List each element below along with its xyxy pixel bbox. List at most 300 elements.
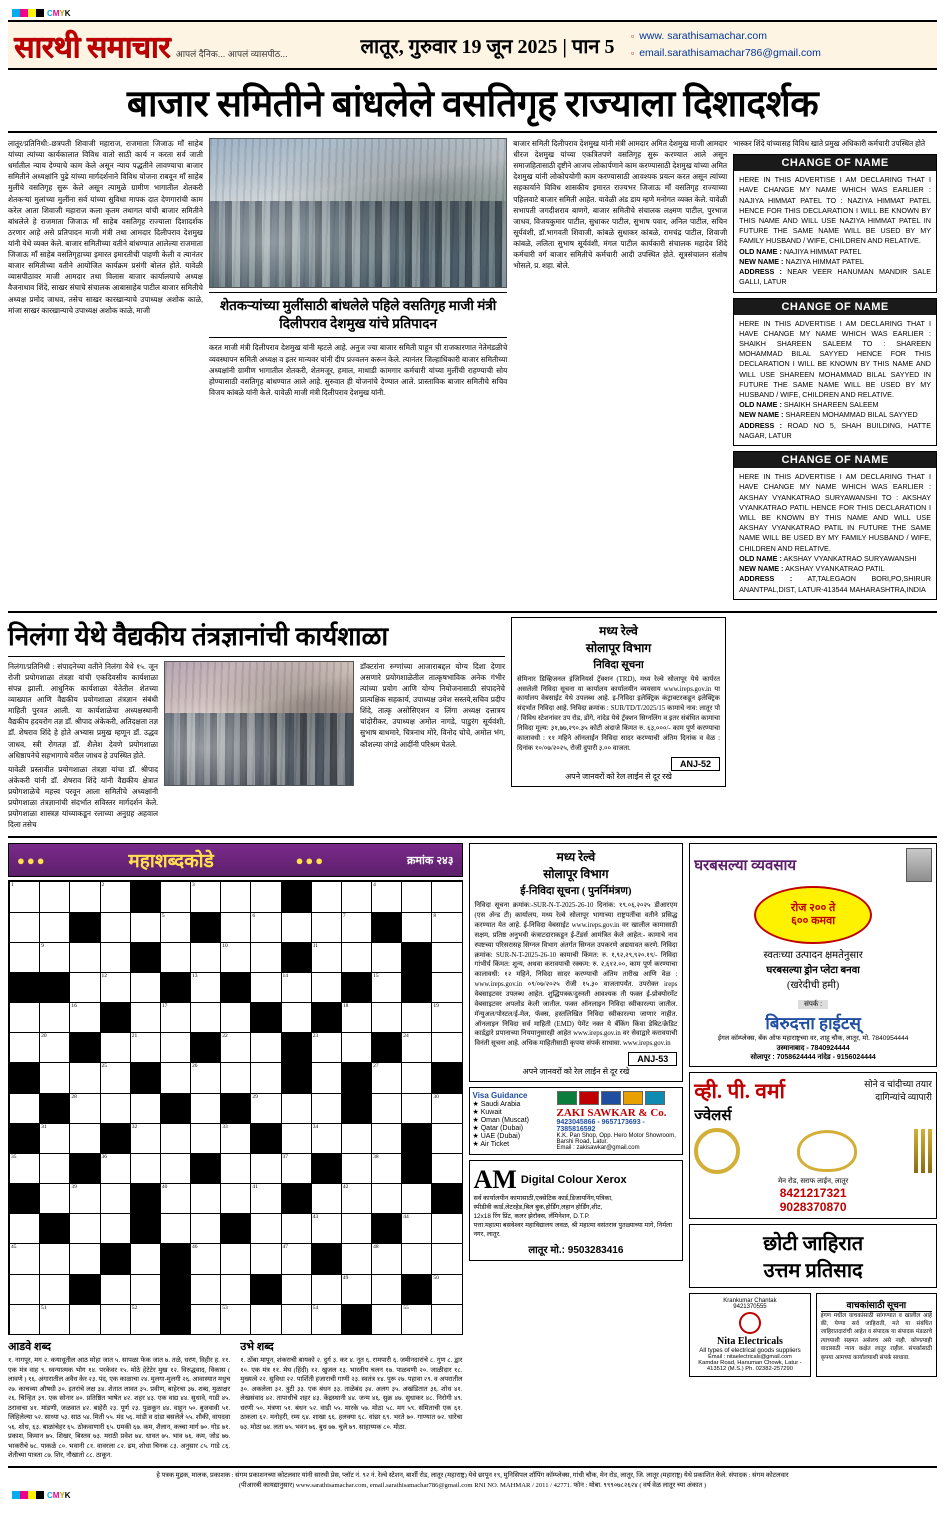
crossword-block [161, 973, 191, 1003]
new-name-label: NEW NAME : [739, 564, 784, 574]
crossword-cell[interactable] [342, 1124, 372, 1154]
crossword-cell[interactable] [372, 973, 402, 1003]
crossword-cell[interactable] [312, 943, 342, 973]
jeweller-desc-2: दागिन्यांचे व्यापारी [875, 1091, 932, 1102]
crossword-cell[interactable] [101, 1275, 131, 1305]
crossword-cell[interactable] [251, 1063, 281, 1093]
crossword-cell-number: 37 [282, 1153, 289, 1160]
ad-declaration-text: HERE IN THIS ADVERTISE I AM DECLARING THAT I HAVE CHANGE MY NAME WHICH WAS EARLIER : NAJIYA HIMMAT PATEL TO : NAZIYA HIMMAT PATEL HENCE FOR THIS DECLARATION I WILL BE KNOWN BY THIS NAME AND WILL USE NAZIYA HIMMAT PATEL IN FUTURE THE SAME NAME WILL BE USED BY MY FAMILY HUSBAND / WIFE, CHILDREN AND RELATIVE. [739, 175, 931, 246]
safety-slogan: अपने जानवरों को रेल लाईन से दूर रखे [565, 771, 672, 781]
email-link[interactable]: email.sarathisamachar786@gmail.com [639, 47, 821, 59]
crossword-cell[interactable] [221, 1244, 251, 1274]
railway-tender-1 [511, 617, 726, 831]
cyan-swatch [12, 9, 20, 17]
earnings-line-1: रोज २०० ते [790, 901, 836, 914]
crossword-cell[interactable] [131, 1124, 161, 1154]
crossword-cell[interactable] [191, 943, 221, 973]
crossword-cell[interactable] [131, 1003, 161, 1033]
crossword-block [402, 943, 432, 973]
footer-line-2: (पीआरबी कायद्यानुसार) www.sarathisamachar.com, email.sarathisamachar786@gmail.com RNI NO. MAHMAR / 2011 / 42771. फोन : मोबा. ९९९०७८२६२४ ( वर्ष वेळ लातूर च्या अंकात ) [238, 1481, 707, 1489]
bangle-icon [694, 1128, 740, 1174]
crossword-cell[interactable] [101, 973, 131, 1003]
crossword-cell[interactable] [312, 1275, 342, 1305]
crossword-block [342, 1305, 372, 1335]
crossword-cell[interactable] [10, 943, 40, 973]
address-label: ADDRESS : [739, 420, 783, 430]
address-label: ADDRESS : [739, 267, 782, 277]
crossword-cell[interactable] [282, 973, 312, 1003]
crossword-cell[interactable] [70, 1184, 100, 1214]
crossword-cell[interactable] [40, 1124, 70, 1154]
crossword-cell[interactable] [10, 913, 40, 943]
cmyk-registration-bottom [8, 1491, 937, 1500]
crossword-cell[interactable] [40, 1033, 70, 1063]
crossword-cell[interactable] [161, 943, 191, 973]
lead-headline: बाजार समितीने बांधलेले वसतिगृह राज्याला दिशादर्शक [8, 70, 937, 133]
crossword-cell[interactable] [372, 1094, 402, 1124]
crossword-cell[interactable] [282, 1094, 312, 1124]
crossword-cell[interactable] [191, 882, 221, 912]
crossword-cell[interactable] [101, 1063, 131, 1093]
workshop-story [8, 617, 505, 831]
crossword-cell[interactable] [131, 1033, 161, 1063]
crossword-block [40, 1214, 70, 1244]
crossword-cell[interactable] [221, 882, 251, 912]
address-value: ROAD NO 5, SHAH BUILDING, HATTE NAGAR, LATUR [739, 420, 931, 440]
jeweller-desc-1: सोने व चांदीच्या तयार [864, 1078, 932, 1089]
crossword-number: क्रमांक २४३ [406, 854, 454, 867]
crossword-cell[interactable] [191, 1003, 221, 1033]
crossword-block [221, 1214, 251, 1244]
crossword-cell[interactable] [432, 882, 462, 912]
crossword-cell[interactable] [432, 1275, 462, 1305]
crossword-cell[interactable] [342, 1154, 372, 1184]
crossword-block [221, 973, 251, 1003]
crossword-cell[interactable] [282, 1154, 312, 1184]
crossword-cell[interactable] [342, 943, 372, 973]
visa-ad-title: Visa Guidance [472, 1091, 528, 1101]
crossword-block [161, 1094, 191, 1124]
crossword-cell[interactable] [282, 1305, 312, 1335]
square-bullet-icon: ▫ [631, 31, 635, 42]
crossword-cell-number: 36 [101, 1153, 108, 1160]
tender-code: ANJ-52 [671, 757, 720, 771]
crossword-cell[interactable] [10, 1244, 40, 1274]
crossword-cell[interactable] [191, 1063, 221, 1093]
crossword-cell[interactable] [70, 1214, 100, 1244]
xerox-services-3: 12x18 रिंग प्रिंट, कलर झेरॉक्स, लॅमिनेशन, D.T.P. [473, 1213, 590, 1220]
crossword-cell[interactable] [101, 882, 131, 912]
gharbasalya-business-ad [689, 843, 937, 1066]
crossword-block [432, 1063, 462, 1093]
crossword-cell-number: 11 [312, 942, 319, 949]
crossword-block [131, 1214, 161, 1244]
crossword-cell[interactable] [191, 1214, 221, 1244]
crossword-cell[interactable] [312, 1033, 342, 1063]
gharbasalya-brand: बिरुदत्ता हाईटस् [765, 1014, 861, 1034]
news-photo-workshop [164, 661, 354, 786]
crossword-cell[interactable] [101, 1033, 131, 1063]
crossword-cell[interactable] [342, 1275, 372, 1305]
crossword-cell[interactable] [161, 913, 191, 943]
crossword-block [191, 1154, 221, 1184]
crossword-cell[interactable] [402, 913, 432, 943]
crossword-cell-number: 23 [312, 1033, 319, 1040]
crossword-cell[interactable] [10, 1033, 40, 1063]
safety-slogan: अपने जानवरों को रेल लाईन से दूर रखे [522, 1067, 630, 1077]
crossword-cell[interactable] [432, 1033, 462, 1063]
crossword-cell[interactable] [432, 913, 462, 943]
bottom-section [8, 836, 937, 1461]
crossword-cell[interactable] [251, 1154, 281, 1184]
crossword-cell[interactable] [70, 1063, 100, 1093]
crossword-cell[interactable] [282, 1214, 312, 1244]
crossword-cell[interactable] [131, 973, 161, 1003]
crossword-cell[interactable] [312, 1063, 342, 1093]
airline-logo-3 [601, 1091, 621, 1105]
gharbasalya-line-3: (खरेदीची हमी) [787, 980, 840, 992]
crossword-cell[interactable] [191, 1275, 221, 1305]
crossword-cell[interactable] [372, 882, 402, 912]
crossword-block [282, 1063, 312, 1093]
crossword-cell[interactable] [342, 1003, 372, 1033]
crossword-cell-number: 55 [403, 1304, 409, 1311]
crossword-cell[interactable] [251, 913, 281, 943]
crossword-cell[interactable] [282, 1124, 312, 1154]
crossword-cell[interactable] [161, 882, 191, 912]
crossword-cell[interactable] [101, 1184, 131, 1214]
crossword-cell[interactable] [221, 1154, 251, 1184]
crossword-cell[interactable] [432, 1094, 462, 1124]
crossword-cell[interactable] [40, 1003, 70, 1033]
crossword-cell[interactable] [101, 1154, 131, 1184]
crossword-cell[interactable] [161, 1214, 191, 1244]
nita-email[interactable]: Email : nitaelectricals@gmail.com [708, 1353, 792, 1360]
change-of-name-ad-1 [733, 154, 937, 292]
crossword-cell-number: 5 [161, 912, 165, 919]
crossword-cell[interactable] [221, 1124, 251, 1154]
crossword-block [251, 1003, 281, 1033]
crossword-cell[interactable] [101, 1214, 131, 1244]
crossword-cell[interactable] [251, 943, 281, 973]
crossword-cell[interactable] [40, 1275, 70, 1305]
crossword-cell[interactable] [101, 943, 131, 973]
crossword-block [251, 1275, 281, 1305]
square-bullet-icon: ▫ [631, 48, 635, 59]
crossword-cell[interactable] [282, 913, 312, 943]
crossword-cell[interactable] [312, 1214, 342, 1244]
lead-story-text-3: बाजार समिती दिलीपराव देशमुख यांनी मंत्री आमदार अमित देशमुख माजी आमदार धीरज देशमुख यांच्या एकत्रितपणे वसतिगृह सुरू करण्यात आले असून समाजहितासाठी दृष्टीने आजच लोकार्पणाने काम करण्यासाठी देशमुख यांच्या अमित देशमुख यांनी लोकोपयोगी काम करण्यासाठी आवश्यक प्रयत्न करत असून त्यांच्या सहकार्याने विविध शासकीय इमारत राज्यभर जिजाऊ माँ वसतिगृह राज्याच्या पहिलवाटे बाजार समिती आहेत. यावेळी अंड डाय म्हणे मनोगत व्यक्त केले. यावेळी सभापती जगदीशराव बाणगे, बाजार समितीचे संचालक लक्ष्मण पाटील, पुरभाज जाधव, विजयकुमार पाटील, सुधाकर पाटील, सुभाष पवार, अनिल पाटील, सचिन सूर्यवंशी, डॉ.भागवती शिवाजी, कांबळे सुधाकर कांबळे, रामचंद्र पाटील, शिवाजी कांबळे, ललिता सुभाष सूर्यवंशी, मंगल पाटील कार्यकारी संचालक महादेव शिंदे कर्मचारी वर्ग बाजार समितीचे कर्मचारी आदी उपस्थित होते. सूत्रसंचालन संतोष भोसले, प्र. शहा. बोले. [513, 139, 728, 271]
crossword-cell[interactable] [251, 1184, 281, 1214]
crossword-cell[interactable] [402, 1244, 432, 1274]
ad-body [734, 171, 936, 291]
crossword-cell[interactable] [251, 1214, 281, 1244]
tender-notice-label: ई-निविदा सूचना ( पुनर्निमंत्रण) [520, 886, 632, 898]
xerox-services-1: सर्व कार्यालयीन कामासाठी,एक्सेटिक कार्ड,डिजायनिंग,पत्रिका, [473, 1195, 613, 1203]
crossword-cell[interactable] [221, 1275, 251, 1305]
crossword-cell[interactable] [10, 1275, 40, 1305]
crossword-cell[interactable] [10, 1305, 40, 1335]
cmyk-label-bottom [47, 1491, 71, 1500]
crossword-cell[interactable] [161, 1184, 191, 1214]
crossword-cell-number: 51 [41, 1304, 47, 1311]
crossword-cell[interactable] [221, 943, 251, 973]
visa-email[interactable]: Email : zakisawkar@gmail.com [556, 1145, 640, 1152]
crossword-cell[interactable] [312, 973, 342, 1003]
crossword-cell[interactable] [221, 1184, 251, 1214]
gharbasalya-title: घरबसल्या व्यवसाय [694, 858, 797, 875]
crossword-cell-number: 34 [312, 1123, 319, 1130]
crossword-cell[interactable] [131, 1244, 161, 1274]
crossword-cell[interactable] [70, 1094, 100, 1124]
crossword-cell[interactable] [251, 1033, 281, 1063]
crossword-cell[interactable] [282, 1275, 312, 1305]
crossword-cell[interactable] [432, 1214, 462, 1244]
crossword-cell[interactable] [10, 882, 40, 912]
visa-brand: ZAKI SAWKAR & Co. [556, 1107, 667, 1120]
old-name-value: NAJIYA HIMMAT PATEL [783, 246, 862, 256]
crossword-cell-number: 14 [282, 972, 289, 979]
crossword-cell[interactable] [372, 943, 402, 973]
visa-item-1: ★ Kuwait [472, 1109, 502, 1117]
crossword-cell[interactable] [312, 882, 342, 912]
cmyk-c: C [47, 8, 53, 18]
crossword-cell-number: 18 [342, 1003, 349, 1010]
crossword-cell[interactable] [70, 973, 100, 1003]
crossword-cell[interactable] [282, 1244, 312, 1274]
crossword-cell[interactable] [131, 1305, 161, 1335]
crossword-cell[interactable] [70, 1124, 100, 1154]
crossword-cell[interactable] [432, 1124, 462, 1154]
crossword-block [282, 1184, 312, 1214]
railway-tender-2 [469, 843, 684, 1082]
crossword-cell-number: 15 [373, 972, 379, 979]
crossword-cell[interactable] [432, 1154, 462, 1184]
address-value: AT,TALEGAON BORI,PO,SHIRUR ANANTPAL,DIST, LATUR-413544 MAHARASHTRA,INDIA [739, 574, 931, 594]
crossword-cell[interactable] [372, 1063, 402, 1093]
crossword-cell[interactable] [312, 913, 342, 943]
crossword-cell[interactable] [40, 1184, 70, 1214]
crossword-cell[interactable] [402, 1033, 432, 1063]
jeweller-phone-2: 9028370870 [779, 1199, 847, 1214]
tender-notice-label: निविदा सूचना [593, 659, 644, 671]
crossword-cell[interactable] [40, 943, 70, 973]
crossword-cell[interactable] [432, 1305, 462, 1335]
visa-item-4: ★ UAE (Dubai) [472, 1133, 521, 1141]
crossword-block [251, 1124, 281, 1154]
magenta-swatch [20, 1491, 28, 1499]
crossword-cell[interactable] [221, 1063, 251, 1093]
crossword-cell[interactable] [161, 1063, 191, 1093]
crossword-cell[interactable] [191, 1305, 221, 1335]
crossword-cell[interactable] [70, 943, 100, 973]
visa-item-0: ★ Saudi Arabia [472, 1101, 521, 1109]
crossword-cell-number: 31 [41, 1123, 47, 1130]
crossword-cell[interactable] [40, 1305, 70, 1335]
crossword-cell[interactable] [372, 1305, 402, 1335]
gharbasalya-address: ईगल कॉम्प्लेक्स, बँक ऑफ महाराष्ट्रच्या वर, शाहू चौक, लातूर, मो. 7840954444 [717, 1035, 909, 1043]
crossword-cell[interactable] [161, 1033, 191, 1063]
crossword-block [432, 1184, 462, 1214]
crossword-cell[interactable] [191, 1244, 221, 1274]
crossword-cell[interactable] [372, 1124, 402, 1154]
photo-figures [210, 201, 506, 287]
crossword-cell[interactable] [372, 1154, 402, 1184]
crossword-cell[interactable] [251, 1305, 281, 1335]
crossword-cell[interactable] [432, 943, 462, 973]
crossword-cell[interactable] [161, 1154, 191, 1184]
crossword-cell[interactable] [191, 973, 221, 1003]
railway-name: मध्य रेल्वे [599, 623, 638, 638]
crossword-block [312, 1154, 342, 1184]
crossword-cell[interactable] [191, 1184, 221, 1214]
crossword-cell[interactable] [221, 1033, 251, 1063]
crossword-cell-number: 52 [131, 1304, 138, 1311]
crossword-cell[interactable] [402, 882, 432, 912]
crossword-cell[interactable] [70, 1305, 100, 1335]
crossword-cell[interactable] [402, 1305, 432, 1335]
crossword-cell[interactable] [312, 1124, 342, 1154]
crossword-cell[interactable] [10, 1154, 40, 1184]
visa-phones: 9423045866 - 9657173693 - 7385816592 [556, 1119, 645, 1134]
crossword-cell[interactable] [101, 1094, 131, 1124]
crossword-cell[interactable] [312, 1184, 342, 1214]
crossword-cell[interactable] [101, 1305, 131, 1335]
crossword-cell[interactable] [251, 1244, 281, 1274]
crossword-cell[interactable] [221, 1305, 251, 1335]
crossword-cell[interactable] [10, 1094, 40, 1124]
crossword-cell[interactable] [10, 1214, 40, 1244]
crossword-cell-number: 38 [373, 1153, 379, 1160]
crossword-cell[interactable] [40, 913, 70, 943]
crossword-cell-number: 9 [41, 942, 44, 949]
crossword-block [161, 1244, 191, 1274]
crossword-cell[interactable] [282, 1003, 312, 1033]
crossword-cell[interactable] [402, 1184, 432, 1214]
crossword-cell[interactable] [432, 1244, 462, 1274]
crossword-cell[interactable] [402, 1214, 432, 1244]
ad-title: CHANGE OF NAME [734, 452, 936, 468]
photo-figures [165, 713, 353, 784]
ad-declaration-text: HERE IN THIS ADVERTISE I AM DECLARING THAT I HAVE CHANGE MY NAME WHICH WAS EARLIER : AKSHAY VYANKATRAO SURYAWANSHI TO : AKSHAY VYANKATRAO PATIL HENCE FOR THIS DECLARATION I WILL BE KNOWN BY THIS NAME AND WILL USE AKSHAY VYANKATRAO PATIL IN FUTURE THE SAME NAME WILL BE USED BY MY FAMILY HUSBAND / WIFE, CHILDREN AND RELATIVE. [739, 472, 931, 553]
crossword-cell[interactable] [251, 973, 281, 1003]
crossword-cell[interactable] [101, 913, 131, 943]
crossword-block [70, 1275, 100, 1305]
crossword-cell[interactable] [372, 1184, 402, 1214]
crossword-cell[interactable] [312, 1305, 342, 1335]
crossword-cell[interactable] [342, 913, 372, 943]
crossword-cell[interactable] [40, 1154, 70, 1184]
crossword-cell-number: 25 [101, 1063, 108, 1070]
crossword-cell[interactable] [40, 1063, 70, 1093]
crossword-cell[interactable] [312, 1094, 342, 1124]
airline-logo-4 [623, 1091, 643, 1105]
crossword-cell[interactable] [40, 1244, 70, 1274]
crossword-cell-number: 16 [71, 1003, 77, 1010]
cmyk-swatches [12, 9, 44, 17]
small-ad-line-2: उत्तम प्रतिसाद [763, 1259, 863, 1282]
crossword-grid[interactable] [8, 880, 463, 1335]
airline-logo-2 [579, 1091, 599, 1105]
small-ad-line-1: छोटी जाहिरात [763, 1232, 864, 1255]
crossword-cell[interactable] [372, 1003, 402, 1033]
crossword-cell[interactable] [221, 913, 251, 943]
crossword-cell-number: 21 [131, 1033, 138, 1040]
crossword-block [372, 1214, 402, 1244]
crossword-cell-number: 6 [252, 912, 256, 919]
crossword-cell[interactable] [131, 1094, 161, 1124]
crossword-cell[interactable] [402, 1094, 432, 1124]
crossword-cell[interactable] [342, 1244, 372, 1274]
crossword-cell[interactable] [342, 1184, 372, 1214]
crossword-cell[interactable] [191, 1124, 221, 1154]
crossword-title: महाशब्दकोडे [128, 851, 214, 873]
crossword-cell[interactable] [191, 1094, 221, 1124]
new-name-value: AKSHAY VYANKATRAO PATIL [785, 564, 885, 574]
nita-desc: All types of electrical goods suppliers [699, 1346, 801, 1354]
cmyk-m: M [52, 8, 60, 18]
crossword-cell[interactable] [161, 1003, 191, 1033]
crossword-cell[interactable] [432, 1003, 462, 1033]
crossword-cell[interactable] [131, 1154, 161, 1184]
address-value: NEAR VEER HANUMAN MANDIR SALE GALLI, LATUR [739, 267, 931, 287]
crossword-cell-number: 8 [433, 912, 437, 919]
jeweller-name: व्ही. पी. वर्मा [694, 1078, 785, 1103]
magenta-swatch [20, 9, 28, 17]
crossword-cell[interactable] [251, 1094, 281, 1124]
ad-declaration-text: HERE IN THIS ADVERTISE I AM DECLARING THAT I HAVE CHANGE MY NAME WHICH WAS EARLIER : SHAIKH SHAREEN SALEEM TO : SHAREEN MOHAMMAD BILAL SAYYED HENCE FOR THIS DECLARATION I WILL BE KNOWN BY THIS NAME AND WILL USE SHAREEN MOHAMMAD BILAL SAYYED IN FUTURE THE SAME NAME WILL BE USED BY MY HUSBAND / WIFE, CHILDREN AND RELATIVE. [739, 318, 931, 400]
website-link[interactable]: www. sarathisamachar.com [639, 30, 767, 43]
crossword-cell[interactable] [402, 1003, 432, 1033]
crossword-block [10, 1124, 40, 1154]
nita-electricals-ad [689, 1293, 810, 1377]
gharbasalya-city-2: सोलापूर : 7058624444 नांदेड - 9156024444 [750, 1053, 876, 1061]
crossword-cell[interactable] [40, 882, 70, 912]
cmyk-c: C [47, 1490, 53, 1500]
crossword-block [70, 913, 100, 943]
crossword-cell[interactable] [372, 1244, 402, 1274]
masthead [8, 20, 937, 70]
crossword-cell[interactable] [372, 1275, 402, 1305]
crossword-cell[interactable] [342, 1214, 372, 1244]
crossword-cell[interactable] [70, 882, 100, 912]
crossword-cell-number: 46 [192, 1244, 198, 1251]
crossword-cell-number: 27 [373, 1063, 379, 1070]
crossword-cell-number: 45 [11, 1244, 17, 1251]
new-name-label: NEW NAME : [739, 256, 784, 266]
crossword-cell[interactable] [402, 1063, 432, 1093]
crossword-block [402, 1275, 432, 1305]
cmyk-m: M [52, 1490, 60, 1500]
crossword-cell[interactable] [342, 882, 372, 912]
clues-down-title: उभे शब्द [240, 1340, 274, 1353]
crossword-cell[interactable] [70, 1003, 100, 1033]
crossword-cell[interactable] [342, 1033, 372, 1063]
crossword-cell[interactable] [10, 1003, 40, 1033]
crossword-cell[interactable] [432, 973, 462, 1003]
crossword-cell[interactable] [161, 1124, 191, 1154]
crossword-cell-number: 48 [373, 1244, 379, 1251]
crossword-block [161, 1275, 191, 1305]
crossword-cell[interactable] [70, 1244, 100, 1274]
crossword-cell[interactable] [251, 882, 281, 912]
crossword-cell[interactable] [221, 1003, 251, 1033]
crossword-cell-number: 54 [312, 1304, 319, 1311]
crossword-cell[interactable] [131, 1275, 161, 1305]
crossword-cell-number: 47 [282, 1244, 289, 1251]
masthead-brand [14, 25, 344, 66]
crossword-cell[interactable] [131, 913, 161, 943]
